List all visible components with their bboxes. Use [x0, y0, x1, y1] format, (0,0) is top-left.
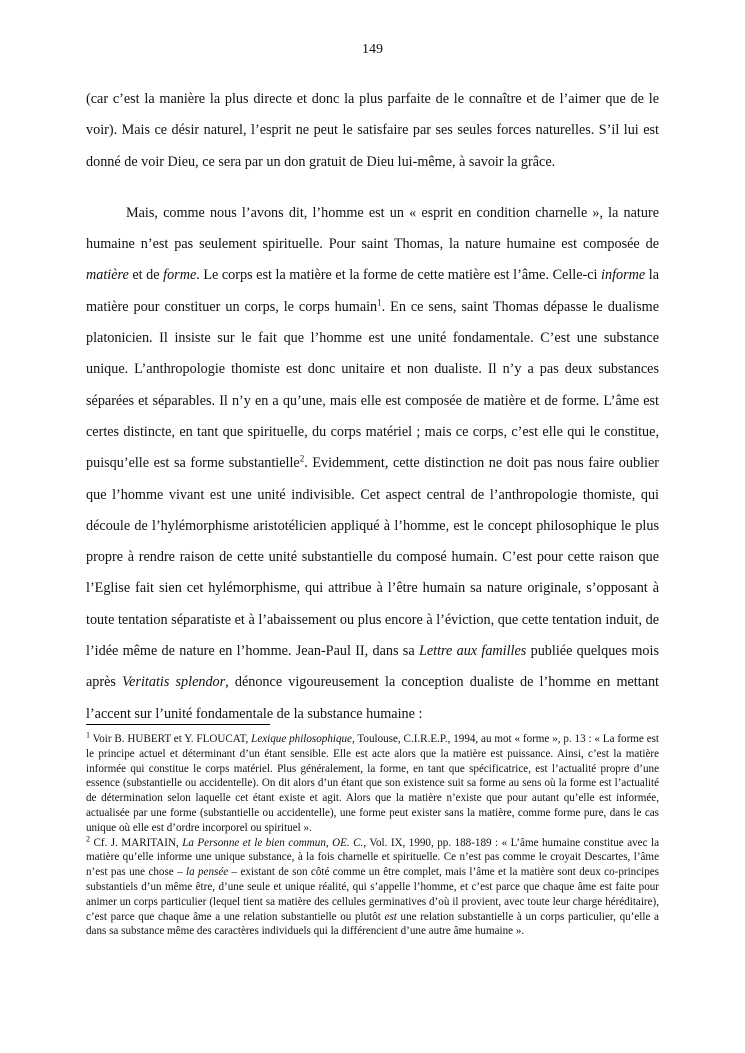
footnote-ref-1[interactable]: 1	[377, 297, 382, 308]
paragraph-2	[86, 198, 659, 730]
footnote-1-text: Voir B. HUBERT et Y. FLOUCAT,	[90, 733, 252, 745]
term-la-pensee: la pensée	[186, 866, 229, 879]
footnote-number-2: 2	[86, 833, 90, 843]
footnote-separator	[86, 724, 270, 725]
paragraph-2-text: la matière pour constituer un corps, le corps humain	[86, 267, 659, 315]
footnotes	[86, 732, 659, 939]
term-forme: forme	[163, 267, 197, 284]
footnote-number-1: 1	[86, 730, 90, 740]
title-la-personne: La Personne et le bien commun, OE. C.	[182, 836, 364, 849]
paragraph-2-text: Mais, comme nous l’avons dit, l’homme est un « esprit en condition charnelle », la nature humaine n’est pas seulement spirituelle. Pour saint Thomas, la nature humaine est composée de	[86, 204, 659, 253]
footnote-2-text: – existant de son côté comme un être complet, mais l’âme et la matière sont deux co-principes substantiels d’un même être, d’une seule et unique réalité, qui s’appelle l’homme, et c’est parce que chaque âme est faite pour animer un corps particulier (lequel tient sa matière des cellules germinatives d’où il provient, avec toute leur charge héréditaire), c’est parce que chaque âme a une relation substantielle ou plutôt	[86, 866, 660, 923]
footnote-ref-2[interactable]: 2	[299, 453, 305, 464]
footnote-1	[86, 732, 659, 836]
title-lexique-philosophique: Lexique philosophique,	[251, 733, 355, 745]
footnote-1-text: Toulouse, C.I.R.E.P., 1994, au mot « forme », p. 13 : « La forme est le principe actuel et déterminant d’un étant sensible. Elle est acte alors que la matière est puissance. Ainsi, c’est la matière informée qui constitue le corps matériel. Plus généralement, la forme, en tant que spécificatrice, est l’actualité propre d’une essence (substantielle ou accidentelle). On dit alors d’un étant que son existence suit sa forme au sens où la forme est l’actualité de détermination selon laquelle cet étant existe et agit. Alors que la matière n’existe que pour autant qu’elle est informée, actualisée par une forme (substantielle ou accidentelle), une forme peut exister sans la matière, comme forme pure, dans le cas unique où elle est d’ordre incorporel ou spirituel ».	[86, 733, 660, 834]
title-lettre-aux-familles: Lettre aux familles	[418, 643, 527, 660]
paragraph-2-text: publiée quelques mois après	[86, 643, 659, 691]
body-text	[86, 84, 659, 730]
paragraph-2-text: , dénonce vigoureusement la conception dualiste de l’homme en mettant l’accent sur l’unité fondamentale de la substance humaine :	[86, 674, 659, 722]
paragraph-2-text: et de	[128, 267, 164, 284]
paragraph-2-text: . Evidemment, cette distinction ne doit pas nous faire oublier que l’homme vivant est une unité indivisible. Cet aspect central de l’anthropologie thomiste, qui découle de l’hylémorphisme aristotélicien appliqué à l’homme, est le concept philosophique le plus propre à rendre raison de cette unité substantielle du composé humain. C’est pour cette raison que l’Eglise fait sien cet hylémorphisme, qui attribue à l’être humain sa nature originale, s’opposant à toute tentation séparatiste et à l’abaissement ou plus encore à l’éviction, que cette tentation induit, de l’idée même de nature en l’homme. Jean-Paul II, dans sa	[86, 455, 659, 660]
term-informe: informe	[601, 267, 646, 284]
term-est: est	[384, 910, 397, 923]
term-matiere: matière	[86, 267, 129, 284]
title-veritatis-splendor: Veritatis splendor	[122, 674, 226, 691]
paragraph-2-text: . En ce sens, saint Thomas dépasse le dualisme platonicien. Il insiste sur le fait que l’homme est une unité fondamentale. C’est une substance unique. L’anthropologie thomiste est donc unitaire et non dualiste. Il n’y a pas deux substances séparées et séparables. Il n’y en a qu’une, mais elle est composée de matière et de forme. L’âme est certes distincte, en tant que spirituelle, du corps matériel ; mais ce corps, c’est elle qui le constitue, puisqu’elle est sa forme substantielle	[86, 298, 659, 472]
paragraph-2-text: . Le corps est la matière et la forme de cette matière est l’âme. Celle-ci	[196, 267, 602, 284]
footnote-2	[86, 833, 660, 940]
paragraph-1: (car c’est la manière la plus directe et donc la plus parfaite de le connaître et de l’aimer que de le voir). Mais ce désir naturel, l’esprit ne peut le satisfaire par ses seules forces naturelles. S’il lui est donné de voir Dieu, ce sera par un don gratuit de Dieu lui-même, à savoir la grâce.	[86, 91, 659, 170]
page-number: 149	[362, 42, 383, 57]
footnote-2-text: une relation substantielle à un corps particulier, qu’elle a dans sa substance même des caractères individuels qui la différencient d’une autre âme humaine ».	[86, 910, 659, 938]
footnote-2-text: , Vol. IX, 1990, pp. 188-189 : « L’âme humaine constitue avec la matière qu’elle informe une unique substance, à la fois charnelle et spirituelle. Ce n’est pas comme le croyait Descartes, l’âme n’est pas une chose –	[86, 836, 659, 879]
footnote-2-text: Cf. J. MARITAIN,	[90, 836, 183, 849]
